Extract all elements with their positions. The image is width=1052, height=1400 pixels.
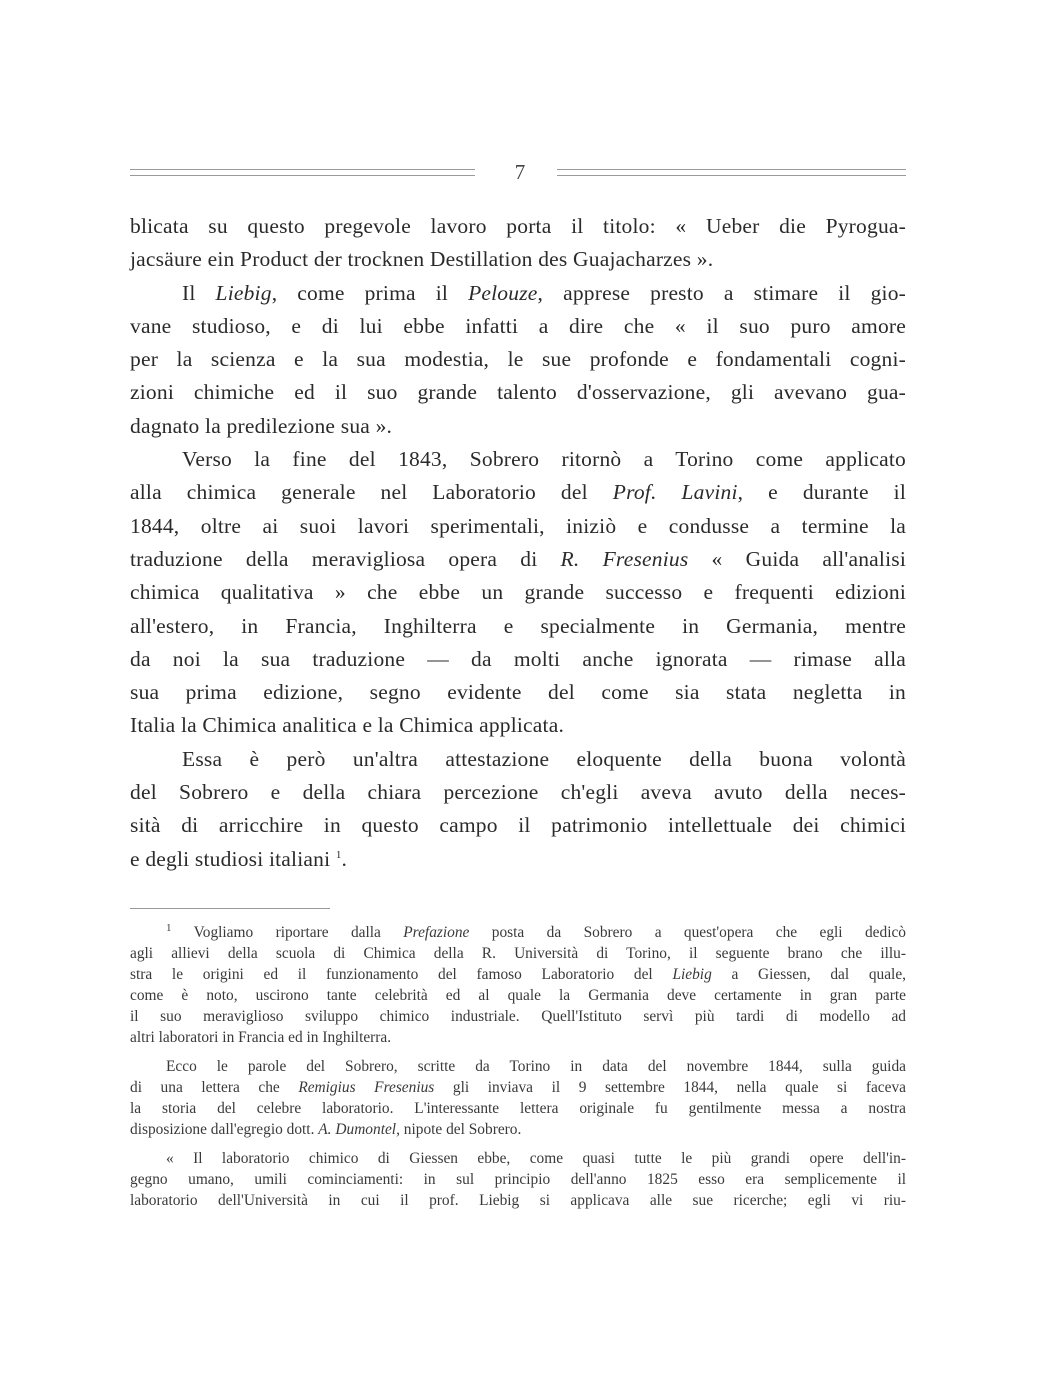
text-run: disposizione dall'egregio dott. — [130, 1121, 319, 1138]
footnotes — [130, 922, 906, 1219]
paragraph-2 — [130, 277, 906, 443]
word-prefazione: Prefazione — [403, 924, 470, 941]
paragraph-4 — [130, 743, 906, 876]
text-line: all'estero, in Francia, Inghilterra e specialmente in Germania, mentre — [130, 613, 906, 638]
text-run: Essa è però un'altra attestazione eloquente della buona volontà — [182, 746, 906, 771]
text-line — [130, 443, 906, 476]
text-line: zioni chimiche ed il suo grande talento d'osservazione, gli avevano gua- — [130, 380, 906, 405]
text-line: chimica qualitativa » che ebbe un grande successo e frequenti edizioni — [130, 580, 906, 605]
text-run: Vogliamo riportare dalla — [171, 924, 404, 941]
paragraph-1 — [130, 210, 906, 277]
footnote-marker: 1 — [166, 921, 172, 934]
text-line: la storia del celebre laboratorio. L'interessante lettera originale fu gentilmente messa a nostra — [130, 1100, 906, 1117]
text-line: da noi la sua traduzione — da molti anche ignorata — rimase alla — [130, 646, 906, 671]
text-run: , e durante il — [737, 480, 906, 505]
text-line — [130, 277, 906, 310]
text-line — [130, 476, 906, 509]
text-line: laboratorio dell'Università in cui il prof. Liebig si applicava alle sue ricerche; egli vi riu- — [130, 1192, 906, 1209]
text-line: gegno umano, umili cominciamenti: in sul principio dell'anno 1825 esso era semplicemente il — [130, 1171, 906, 1188]
text-line: jacsäure ein Product der trocknen Destillation des Guajacharzes ». — [130, 247, 714, 272]
footnote-3 — [130, 1148, 906, 1211]
header-rule-left — [130, 169, 475, 176]
text-line: come è noto, uscirono tante celebrità ed al quale la Germania deve certamente in gran parte — [130, 987, 906, 1004]
text-line: Ecco le parole del Sobrero, scritte da Torino in data del novembre 1844, sulla guida — [166, 1058, 906, 1075]
page-header — [130, 160, 906, 190]
text-line — [130, 964, 906, 985]
text-run: , apprese presto a stimare il gio- — [537, 280, 907, 305]
footnote-reference: 1 — [335, 848, 342, 861]
name-liebig: Liebig — [672, 966, 712, 983]
text-line — [130, 743, 906, 776]
text-run: . — [341, 846, 348, 871]
text-line — [130, 1077, 906, 1098]
text-line: vane studioso, e di lui ebbe infatti a dire che « il suo puro amore — [130, 313, 906, 338]
text-line: per la scienza e la sua modestia, le sue profonde e fondamentali cogni- — [130, 347, 906, 372]
text-line — [130, 922, 906, 943]
text-run: « Guida all'analisi — [688, 546, 907, 571]
text-line — [130, 843, 906, 876]
text-run: posta da Sobrero a quest'opera che egli dedicò — [469, 924, 906, 941]
text-run: nipote del Sobrero. — [399, 1121, 522, 1138]
footnote-2 — [130, 1056, 906, 1140]
footnote-1 — [130, 922, 906, 1048]
name-dumontel: A. Dumontel, — [318, 1121, 400, 1138]
main-text — [130, 210, 906, 876]
text-line — [130, 1119, 906, 1140]
text-line: Italia la Chimica analitica e la Chimica applicata. — [130, 713, 565, 738]
text-line: il suo meraviglioso sviluppo chimico industriale. Quell'Istituto servì più tardi di modello ad — [130, 1008, 906, 1025]
text-line: sità di arricchire in questo campo il patrimonio intellettuale dei chimici — [130, 813, 906, 838]
text-line: 1844, oltre ai suoi lavori sperimentali, iniziò e condusse a termine la — [130, 513, 906, 538]
text-line: del Sobrero e della chiara percezione ch'egli aveva avuto della neces- — [130, 780, 906, 805]
text-run: , come prima il — [271, 280, 469, 305]
text-run: a Giessen, dal quale, — [711, 966, 907, 983]
text-line: sua prima edizione, segno evidente del come sia stata negletta in — [130, 680, 906, 705]
page-number: 7 — [514, 160, 526, 184]
text-run: Il — [182, 280, 216, 305]
text-run: Verso la fine del 1843, Sobrero ritornò a Torino come applicato — [182, 447, 906, 472]
text-line: altri laboratori in Francia ed in Inghilterra. — [130, 1029, 392, 1046]
text-run: gli inviava il 9 settembre 1844, nella quale si faceva — [434, 1079, 906, 1096]
text-run: e degli studiosi italiani — [130, 846, 336, 871]
text-line: « Il laboratorio chimico di Giessen ebbe, come quasi tutte le più grandi opere dell'in- — [166, 1150, 906, 1167]
text-run: alla chimica generale nel Laboratorio del — [130, 480, 613, 505]
name-remigius-fresenius: Remigius Fresenius — [298, 1079, 435, 1096]
text-line: dagnato la predilezione sua ». — [130, 413, 393, 438]
footnote-divider — [130, 908, 330, 909]
name-prof-lavini: Prof. Lavini — [612, 480, 738, 505]
text-run: traduzione della meravigliosa opera di — [130, 546, 561, 571]
text-run: di una lettera che — [130, 1079, 299, 1096]
name-liebig: Liebig — [215, 280, 272, 305]
name-pelouze: Pelouze — [468, 280, 538, 305]
text-run: stra le origini ed il funzionamento del famoso Laboratorio del — [130, 966, 673, 983]
text-line: agli allievi della scuola di Chimica della R. Università di Torino, il seguente brano che illu- — [130, 945, 906, 962]
text-line — [130, 543, 906, 576]
name-fresenius: R. Fresenius — [560, 546, 689, 571]
header-rule-right — [557, 169, 906, 176]
text-line: blicata su questo pregevole lavoro porta il titolo: « Ueber die Pyrogua- — [130, 214, 906, 238]
paragraph-3 — [130, 443, 906, 743]
